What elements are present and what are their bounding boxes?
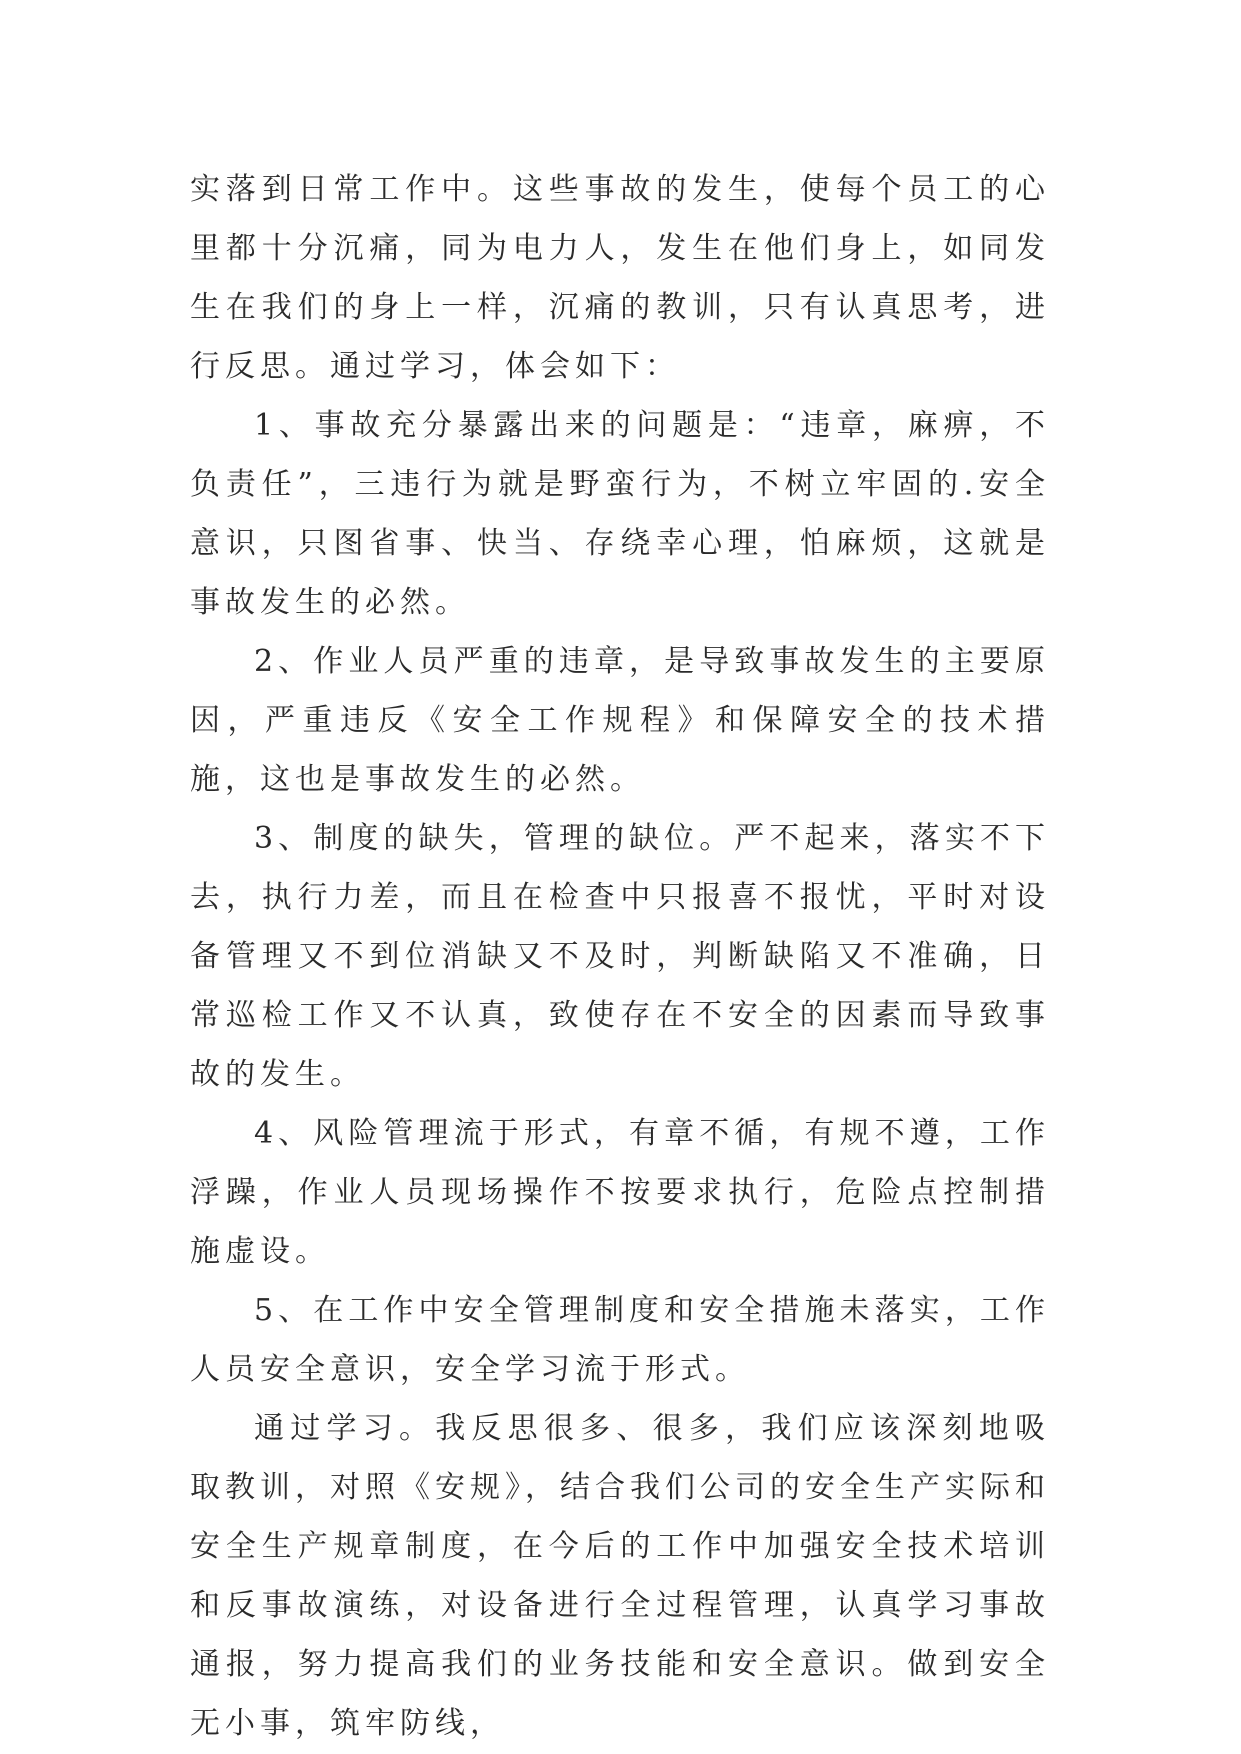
paragraph-4: 3、制度的缺失，管理的缺位。严不起来，落实不下去，执行力差，而且在检查中只报喜不报忧，平时对设备管理又不到位消缺又不及时，判断缺陷又不准确，日常巡检工作又不认真，致使存在不安全的因素而导致事故的发生。 [190,821,1050,1092]
paragraph-5: 4、风险管理流于形式，有章不循，有规不遵，工作浮躁，作业人员现场操作不按要求执行，危险点控制措施虚设。 [190,1116,1050,1269]
paragraph-3: 2、作业人员严重的违章，是导致事故发生的主要原因，严重违反《安全工作规程》和保障安全的技术措施，这也是事故发生的必然。 [190,644,1050,797]
paragraph-6: 5、在工作中安全管理制度和安全措施未落实，工作人员安全意识，安全学习流于形式。 [190,1293,1050,1387]
paragraph-2: 1、事故充分暴露出来的问题是：“违章，麻痹，不负责任”，三违行为就是野蛮行为，不树立牢固的.安全意识，只图省事、快当、存绕幸心理，怕麻烦，这就是事故发生的必然。 [190,408,1050,620]
document-body [190,160,1050,1753]
paragraph-7: 通过学习。我反思很多、很多，我们应该深刻地吸取教训，对照《安规》，结合我们公司的安全生产实际和安全生产规章制度，在今后的工作中加强安全技术培训和反事故演练，对设备进行全过程管理，认真学习事故通报，努力提高我们的业务技能和安全意识。做到安全无小事，筑牢防线， [190,1411,1050,1741]
paragraph-1: 实落到日常工作中。这些事故的发生，使每个员工的心里都十分沉痛，同为电力人，发生在他们身上，如同发生在我们的身上一样，沉痛的教训，只有认真思考，进行反思。通过学习，体会如下： [190,172,1050,384]
